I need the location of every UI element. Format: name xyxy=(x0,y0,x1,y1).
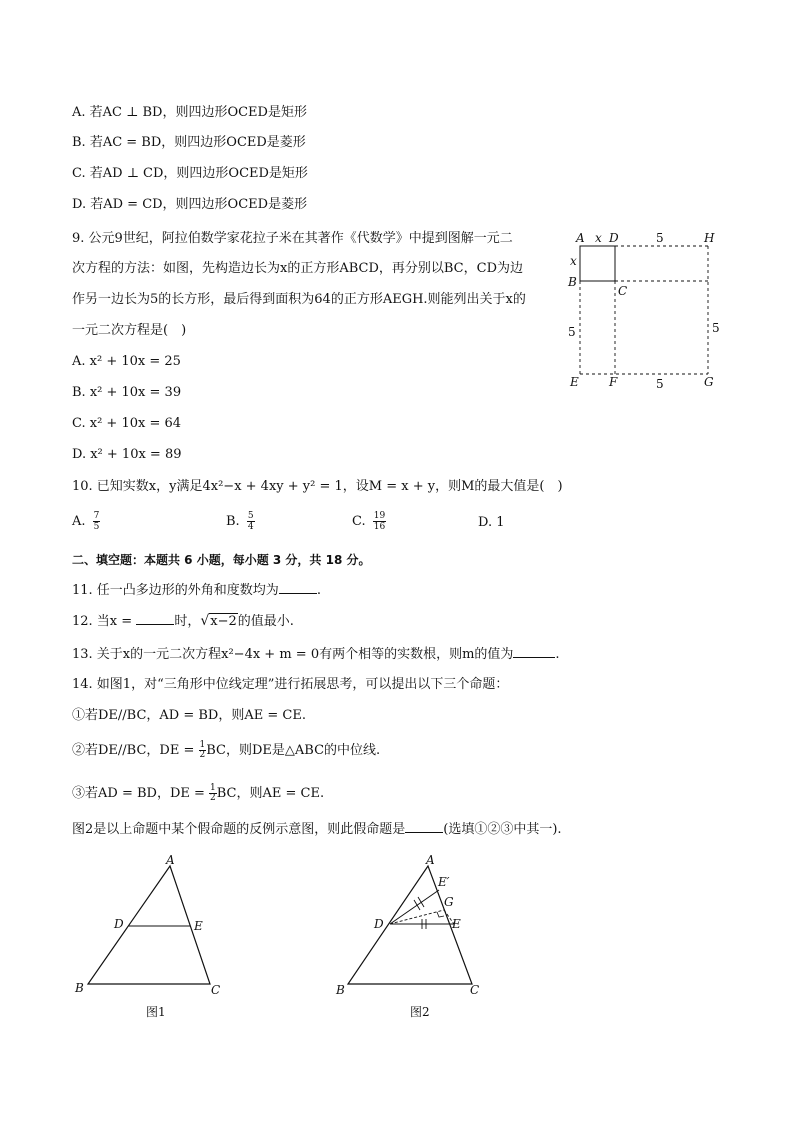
figure-1-triangle xyxy=(70,852,250,1042)
q14-p3-post: BC，则AE = CE. xyxy=(216,786,325,801)
q14-answer-blank[interactable] xyxy=(405,820,443,833)
q10-stem: 10. 已知实数x，y满足4x²−x + 4xy + y² = 1，设M = x + y，则M的最大值是( ) xyxy=(72,479,563,494)
fig2-label-e: E xyxy=(452,917,461,931)
q10-option-a xyxy=(72,511,100,532)
q13 xyxy=(72,645,560,664)
q14-p2-pre: ②若DE//BC，DE = xyxy=(72,743,195,758)
label-x-left: x xyxy=(570,254,577,268)
fig1-caption: 图1 xyxy=(146,1005,166,1019)
label-e: E xyxy=(570,375,579,389)
q14-question xyxy=(72,820,562,839)
q11-text: 11. 任一凸多边形的外角和度数均为 xyxy=(72,583,279,598)
q14-ask-pre: 图2是以上命题中某个假命题的反例示意图，则此假命题是 xyxy=(72,822,406,837)
q10-option-d: D. 1 xyxy=(478,515,505,530)
triangle-abc xyxy=(88,866,210,984)
fig2-caption: 图2 xyxy=(410,1005,430,1019)
q9-stem-line-2: 次方程的方法：如图，先构造边长为x的正方形ABCD，再分别以BC，CD为边 xyxy=(72,261,523,276)
fraction-denominator: 5 xyxy=(93,522,100,532)
fig1-label-e: E xyxy=(194,919,203,933)
q10-option-a-label: A. xyxy=(72,514,86,529)
q12-pre: 12. 当x = xyxy=(72,614,133,629)
fraction-numerator: 7 xyxy=(93,511,100,521)
q9-stem-line-3: 作另一边长为5的长方形，最后得到面积为64的正方形AEGH.则能列出关于x的 xyxy=(72,292,526,307)
q14-p3-fraction xyxy=(209,784,217,803)
fig2-label-e-prime: E′ xyxy=(438,875,450,889)
fig1-label-b: B xyxy=(75,981,84,995)
q9-stem-line-1: 9. 公元9世纪，阿拉伯数学家花拉子米在其著作《代数学》中提到图解一元二 xyxy=(72,231,513,246)
q9-option-b: B. x² + 10x = 39 xyxy=(72,385,182,400)
fig2-label-c: C xyxy=(470,983,480,997)
label-5-left: 5 xyxy=(568,325,576,339)
fraction-denominator: 4 xyxy=(247,522,254,532)
fig1-label-c: C xyxy=(211,983,221,997)
q10-option-a-fraction xyxy=(93,511,101,532)
fraction-numerator: 5 xyxy=(247,511,254,521)
section-2-heading: 二、填空题：本题共 6 小题，每小题 3 分，共 18 分。 xyxy=(72,553,371,567)
fraction-denominator: 2 xyxy=(210,793,216,803)
q8-option-a: A. 若AC ⊥ BD，则四边形OCED是矩形 xyxy=(72,105,307,120)
fraction-numerator: 1 xyxy=(210,783,216,793)
dashed-outline xyxy=(580,246,708,374)
right-angle-mark xyxy=(437,912,444,917)
label-x-top: x xyxy=(595,231,602,245)
q10-option-c-label: C. xyxy=(352,514,366,529)
fraction-denominator: 2 xyxy=(199,750,206,760)
label-c: C xyxy=(618,284,628,298)
fraction-numerator: 19 xyxy=(373,511,386,521)
q10-option-c xyxy=(352,511,386,532)
q9-option-d: D. x² + 10x = 89 xyxy=(72,447,182,462)
label-g: G xyxy=(704,375,714,389)
fig2-label-b: B xyxy=(336,983,345,997)
q12-radicand: x−2 xyxy=(210,614,237,629)
q9-option-a: A. x² + 10x = 25 xyxy=(72,354,181,369)
fig1-label-d: D xyxy=(114,917,124,931)
label-5-bottom: 5 xyxy=(656,377,664,391)
label-a: A xyxy=(576,231,585,245)
q14-proposition-2 xyxy=(72,741,380,760)
q10-option-b xyxy=(226,511,255,532)
q13-end: . xyxy=(555,647,560,662)
label-d: D xyxy=(609,231,619,245)
q14-p2-post: BC，则DE是△ABC的中位线. xyxy=(206,743,381,758)
q8-option-c: C. 若AD ⊥ CD，则四边形OCED是矩形 xyxy=(72,166,308,181)
q8-option-b: B. 若AC = BD，则四边形OCED是菱形 xyxy=(72,135,306,150)
fig2-label-g: G xyxy=(444,895,454,909)
label-h: H xyxy=(704,231,715,245)
small-square-abcd xyxy=(580,246,615,281)
q12-answer-blank[interactable] xyxy=(136,612,174,625)
q14-proposition-3 xyxy=(72,784,324,803)
segment-de-prime xyxy=(390,890,439,924)
label-f: F xyxy=(609,375,618,389)
q12-mid: 时， xyxy=(174,614,201,629)
q9-option-c: C. x² + 10x = 64 xyxy=(72,416,182,431)
label-b: B xyxy=(568,275,577,289)
q11 xyxy=(72,581,321,600)
q11-end: . xyxy=(316,583,321,598)
q14-ask-post: (选填①②③中其一). xyxy=(443,822,562,837)
q9-square-figure xyxy=(560,228,730,391)
fig2-label-a: A xyxy=(426,853,435,867)
q13-answer-blank[interactable] xyxy=(513,645,555,658)
q11-answer-blank[interactable] xyxy=(279,581,317,594)
q10-option-c-fraction xyxy=(373,511,386,532)
q9-stem-line-4: 一元二次方程是( ) xyxy=(72,323,187,338)
fig2-label-d: D xyxy=(374,917,384,931)
q10-option-b-label: B. xyxy=(226,514,240,529)
q13-text: 13. 关于x的一元二次方程x²−4x + m = 0有两个相等的实数根，则m的值为 xyxy=(72,647,514,662)
q14-proposition-1: ①若DE//BC，AD = BD，则AE = CE. xyxy=(72,708,306,723)
sqrt-sign: √ xyxy=(200,613,210,629)
q12-post: 的值最小. xyxy=(237,614,294,629)
segment-dg-dashed xyxy=(390,910,444,924)
q14-intro: 14. 如图1，对“三角形中位线定理”进行拓展思考，可以提出以下三个命题： xyxy=(72,677,509,692)
q14-p3-pre: ③若AD = BD，DE = xyxy=(72,786,205,801)
q10-option-b-fraction xyxy=(247,511,255,532)
figure-2-triangle xyxy=(330,852,520,1042)
fraction-denominator: 16 xyxy=(373,522,386,532)
q8-option-d: D. 若AD = CD，则四边形OCED是菱形 xyxy=(72,197,308,212)
fig1-label-a: A xyxy=(166,853,175,867)
fraction-numerator: 1 xyxy=(199,740,206,750)
label-5-right: 5 xyxy=(712,321,720,335)
label-5-top: 5 xyxy=(656,231,664,245)
q12 xyxy=(72,612,294,631)
